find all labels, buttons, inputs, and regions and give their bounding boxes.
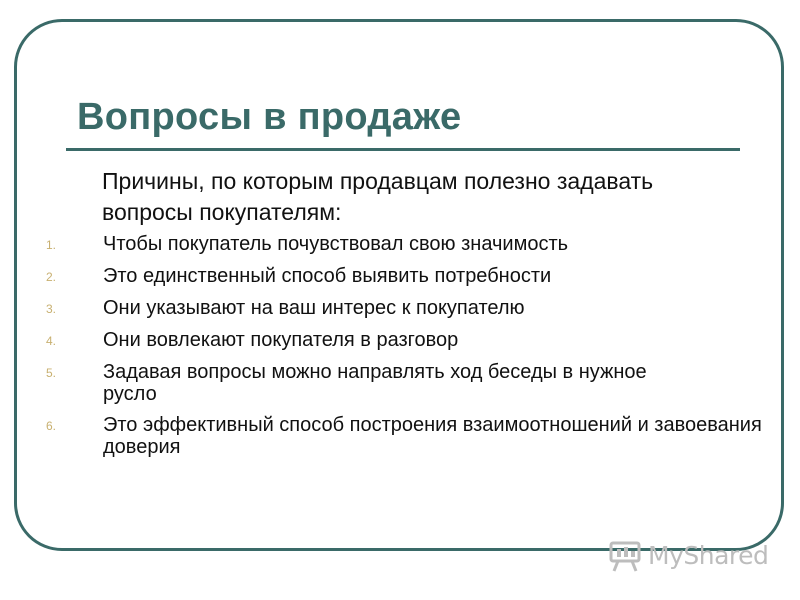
- list-item: [46, 297, 766, 319]
- list-item-text: Чтобы покупатель почувствовал свою значимость: [103, 233, 569, 255]
- list-item-number: 4.: [46, 334, 57, 348]
- list-item: [46, 414, 766, 458]
- list-item: [46, 265, 766, 287]
- list-item-number: 3.: [46, 302, 57, 316]
- title-underline: [66, 148, 740, 151]
- list-item-number: 1.: [46, 238, 57, 252]
- presentation-board-icon: [608, 537, 644, 573]
- watermark-text: MyShared: [648, 541, 769, 570]
- list-item-number: 2.: [46, 270, 57, 284]
- watermark: [608, 535, 778, 575]
- list-item-text: Они указывают на ваш интерес к покупателю: [103, 297, 525, 319]
- list-item-number: 6.: [46, 419, 57, 433]
- list-item: [46, 233, 766, 255]
- intro-text: Причины, по которым продавцам полезно задавать вопросы покупателям:: [102, 168, 654, 225]
- list-item: [46, 361, 766, 405]
- list-item: [46, 329, 766, 351]
- list-item-text: Задавая вопросы можно направлять ход беседы в нужное русло: [103, 361, 647, 405]
- slide-title: Вопросы в продаже: [77, 96, 462, 138]
- list-item-text: Это единственный способ выявить потребности: [103, 265, 552, 287]
- list-item-text: Они вовлекают покупателя в разговор: [103, 329, 459, 351]
- list-item-number: 5.: [46, 366, 57, 380]
- list-item-text: Это эффективный способ построения взаимоотношений и завоевания доверия: [103, 414, 762, 458]
- reasons-list: [46, 233, 766, 458]
